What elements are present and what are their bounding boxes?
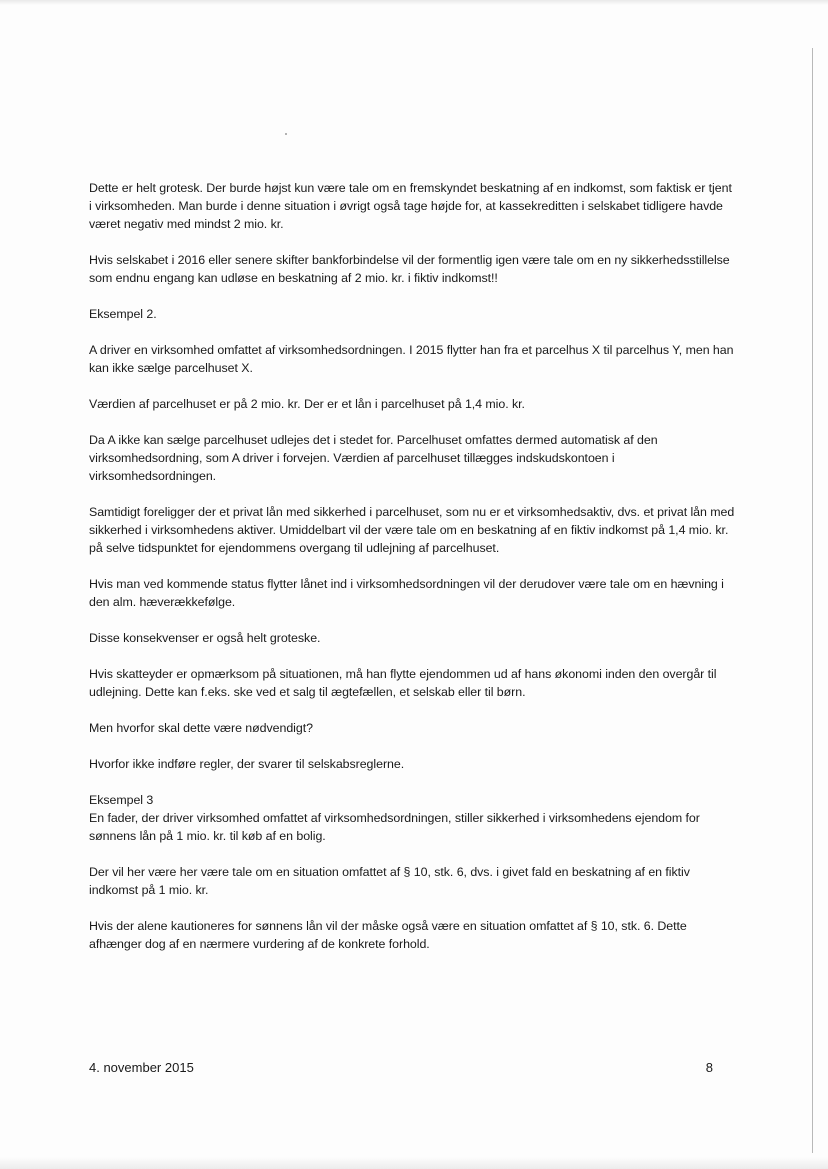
paragraph-example-2-intro: A driver en virksomhed omfattet af virksomhedsordningen. I 2015 flytter han fra et parcelhus X til parcelhus Y, men han kan ikke sælge parcelhuset X. — [89, 343, 734, 375]
paragraph-taxpayer-aware: Hvis skatteyder er opmærksom på situationen, må han flytte ejendommen ud af hans økonomi inden den overgår til udlejning. Dette kan f.eks. ske ved et salg til ægtefællen, et selskab eller til børn. — [89, 667, 717, 699]
paragraph-bank-change: Hvis selskabet i 2016 eller senere skifter bankforbindelse vil der formentlig igen være tale om en ny sikkerhedsstillelse som endnu engang kan udløse en beskatning af 2 mio. kr. i fiktiv indkomst!! — [89, 253, 730, 285]
paragraph-why-necessary: Men hvorfor skal dette være nødvendigt? — [89, 721, 313, 735]
scan-top-edge — [0, 0, 828, 5]
paragraph-consequences: Disse konsekvenser er også helt groteske. — [89, 631, 321, 645]
footer-date: 4. november 2015 — [89, 1060, 194, 1075]
page-number: 8 — [705, 1060, 713, 1075]
paragraph-section-10: Der vil her være her være tale om en situation omfattet af § 10, stk. 6, dvs. i givet fald en beskatning af en fiktiv indkomst på 1 mio. kr. — [89, 865, 690, 897]
paragraph-guarantee: Hvis der alene kautioneres for sønnens lån vil der måske også være en situation omfattet af § 10, stk. 6. Dette afhænger dog af en nærmere vurdering af de konkrete forhold. — [89, 919, 687, 951]
paragraph-example-3-intro: En fader, der driver virksomhed omfattet af virksomhedsordningen, stiller sikkerhed i virksomhedens ejendom for sønnens lån på 1 mio. kr. til køb af en bolig. — [89, 811, 700, 843]
heading-example-3: Eksempel 3 — [89, 793, 154, 807]
document-body — [89, 179, 737, 971]
heading-example-2: Eksempel 2. — [89, 307, 157, 321]
paragraph-status-move: Hvis man ved kommende status flytter lånet ind i virksomhedsordningen vil der derudover være tale om en hævning i den alm. hæverækkefølge. — [89, 577, 724, 609]
paragraph-why-not-rules: Hvorfor ikke indføre regler, der svarer til selskabsreglerne. — [89, 757, 405, 771]
scan-speck — [285, 133, 287, 135]
paragraph-grotesk: Dette er helt grotesk. Der burde højst kun være tale om en fremskyndet beskatning af en indkomst, som faktisk er tjent i virksomheden. Man burde i denne situation i øvrigt også tage højde for, at kassekreditten i selskabet tidligere havde været negativ med mindst 2 mio. kr. — [89, 181, 732, 231]
paragraph-house-value: Værdien af parcelhuset er på 2 mio. kr. Der er et lån i parcelhuset på 1,4 mio. kr. — [89, 397, 525, 411]
scan-margin-line — [812, 48, 813, 1153]
paragraph-private-loan: Samtidigt foreligger der et privat lån med sikkerhed i parcelhuset, som nu er et virksomhedsaktiv, dvs. et privat lån med sikkerhed i virksomhedens aktiver. Umiddelbart vil der være tale om en beskatning af en fiktiv indkomst på 1,4 mio. kr. på selve tidspunktet for ejendommens overgang til udlejning af parcelhuset. — [89, 505, 735, 555]
paragraph-rental: Da A ikke kan sælge parcelhuset udlejes det i stedet for. Parcelhuset omfattes dermed automatisk af den virksomhedsordning, som A driver i forvejen. Værdien af parcelhuset tillægges indskudskontoen i virksomhedsordningen. — [89, 433, 658, 483]
scan-bottom-edge — [0, 1157, 828, 1169]
